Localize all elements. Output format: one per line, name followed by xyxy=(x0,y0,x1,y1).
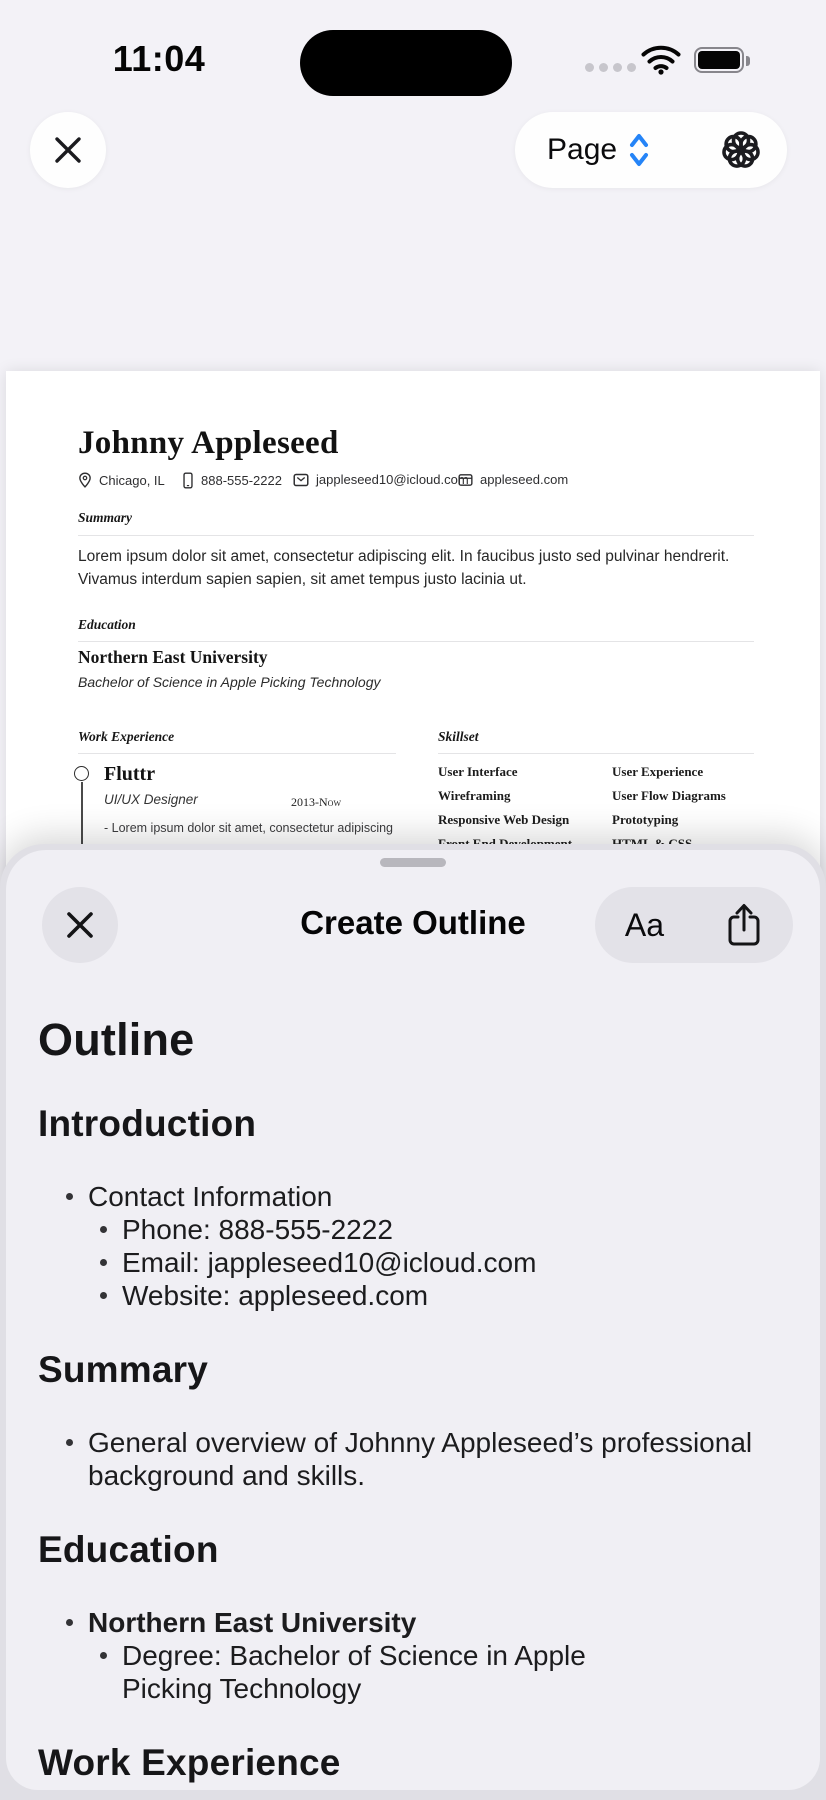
resume-dates: 2013-Now xyxy=(291,795,341,809)
outline-section-summary: Summary xyxy=(38,1349,209,1390)
list-item: Website: appleseed.com xyxy=(38,1279,796,1312)
dynamic-island xyxy=(300,30,512,96)
close-document-button[interactable] xyxy=(30,112,106,188)
resume-school: Northern East University xyxy=(78,647,268,667)
page-selector-label: Page xyxy=(547,133,618,166)
list-item: Degree: Bachelor of Science in Apple Picking Technology xyxy=(38,1639,796,1705)
bullet-dot xyxy=(66,1439,73,1446)
resume-name: Johnny Appleseed xyxy=(78,425,339,461)
contact-email: jappleseed10@icloud.com xyxy=(293,472,469,487)
outline-list-education xyxy=(38,1606,796,1705)
skill-item: User Flow Diagrams xyxy=(612,788,726,803)
phone-icon xyxy=(182,472,194,489)
resume-education-heading: Education xyxy=(78,617,136,632)
page-selector[interactable] xyxy=(547,131,650,169)
skill-item: Responsive Web Design xyxy=(438,812,570,827)
resume-company: Fluttr xyxy=(104,763,156,785)
list-item: Northern East University xyxy=(38,1606,796,1639)
share-icon xyxy=(724,902,764,948)
sheet-actions-pill xyxy=(595,887,793,963)
divider xyxy=(438,753,754,754)
skill-item: User Interface xyxy=(438,764,518,779)
outline-section-education: Education xyxy=(38,1529,219,1570)
share-button[interactable] xyxy=(694,887,793,963)
contact-phone: 888-555-2222 xyxy=(182,472,282,489)
status-time: 11:04 xyxy=(112,38,206,79)
close-icon xyxy=(53,135,83,165)
skill-item: Wireframing xyxy=(438,788,511,803)
create-outline-sheet xyxy=(6,850,820,1790)
text-size-button[interactable] xyxy=(595,887,694,963)
resume-summary-heading: Summary xyxy=(78,510,133,525)
skill-item: User Experience xyxy=(612,764,704,779)
list-item: Contact Information xyxy=(38,1180,796,1213)
text-size-label: Aa xyxy=(624,906,665,943)
resume-work-heading: Work Experience xyxy=(78,729,175,744)
bullet-dot xyxy=(100,1226,107,1233)
sheet-drag-handle[interactable] xyxy=(380,858,446,867)
divider xyxy=(78,535,754,536)
outline-list-summary xyxy=(38,1426,796,1492)
divider xyxy=(78,753,396,754)
cellular-signal-icon xyxy=(585,63,636,72)
apple-intelligence-icon xyxy=(717,126,765,174)
bullet-dot xyxy=(66,1193,73,1200)
toolbar-pill xyxy=(515,112,787,188)
envelope-icon xyxy=(293,473,309,487)
divider xyxy=(78,641,754,642)
bullet-dot xyxy=(100,1259,107,1266)
sheet-title: Create Outline xyxy=(300,904,526,941)
timeline-node xyxy=(74,766,89,781)
skill-item: Prototyping xyxy=(612,812,679,827)
bullet-dot xyxy=(100,1292,107,1299)
list-item: Phone: 888-555-2222 xyxy=(38,1213,796,1246)
outline-list-introduction xyxy=(38,1180,796,1312)
outline-section-introduction: Introduction xyxy=(38,1103,257,1144)
browser-icon xyxy=(458,473,473,487)
outline-section-work-experience: Work Experience xyxy=(38,1742,341,1783)
chevron-up-down-icon xyxy=(628,131,650,169)
contact-location: Chicago, IL xyxy=(78,472,165,488)
resume-role: UI/UX Designer xyxy=(104,792,198,807)
resume-summary-body: Lorem ipsum dolor sit amet, consectetur adipiscing elit. In faucibus justo sed pulvinar hendrerit. Vivamus interdum sapien sapien, sit amet tempus justo lacinia ut. xyxy=(78,548,730,588)
battery-icon xyxy=(694,47,744,73)
contact-website: appleseed.com xyxy=(458,472,568,487)
resume-skillset-heading: Skillset xyxy=(438,729,479,744)
wifi-icon xyxy=(640,45,682,75)
bullet-dot xyxy=(100,1652,107,1659)
bullet-dot xyxy=(66,1619,73,1626)
outline-title: Outline xyxy=(38,1014,195,1065)
list-item: Email: jappleseed10@icloud.com xyxy=(38,1246,796,1279)
apple-intelligence-button[interactable] xyxy=(717,126,765,174)
outline-content xyxy=(38,1014,796,1800)
resume-job-bullet: - Lorem ipsum dolor sit amet, consectetur adipiscing xyxy=(104,821,394,835)
location-pin-icon xyxy=(78,472,92,488)
list-item: General overview of Johnny Appleseed’s professional background and skills. xyxy=(38,1426,796,1492)
resume-degree: Bachelor of Science in Apple Picking Technology xyxy=(78,674,381,690)
